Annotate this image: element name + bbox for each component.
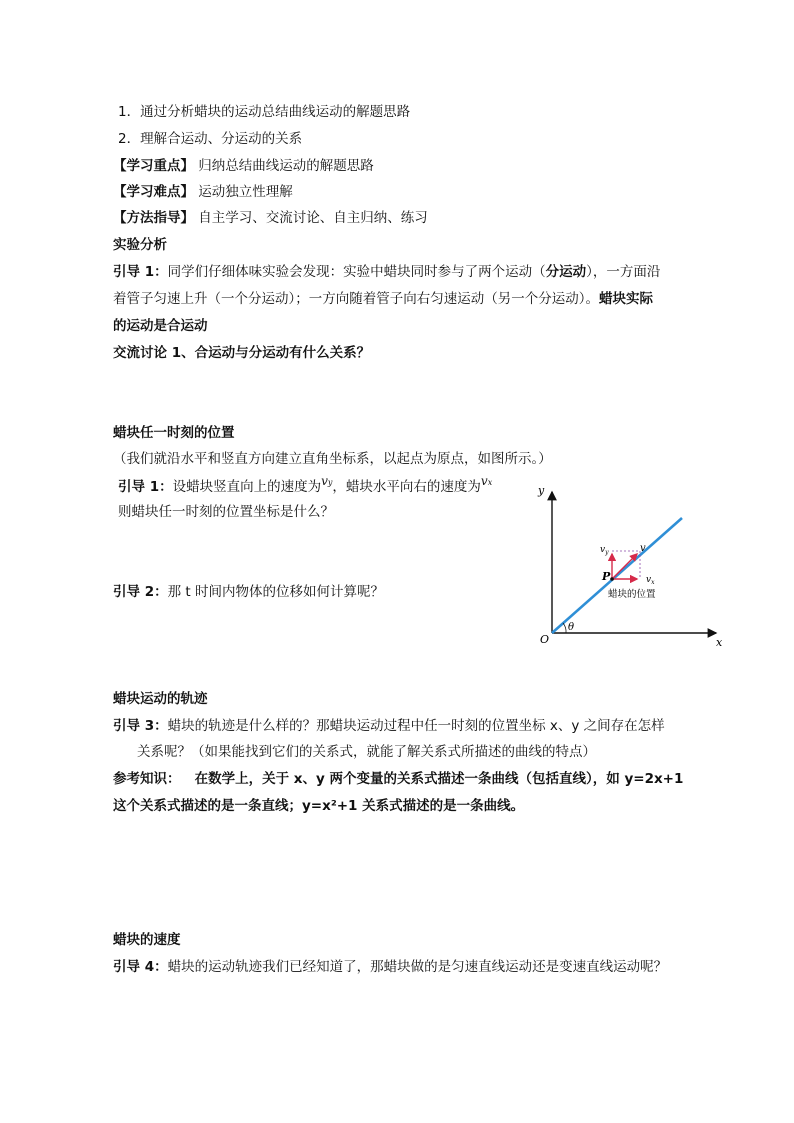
track-guide3-text: 蜡块的轨迹是什么样的？那蜡块运动过程中任一时刻的位置坐标 x、y 之间存在怎样 — [167, 718, 665, 734]
origin-label: O — [540, 633, 550, 646]
track-ref-tag: 参考知识： — [113, 771, 181, 787]
difficulty — [113, 183, 293, 201]
section-heading-trajectory: 蜡块运动的轨迹 — [113, 691, 208, 707]
exp-discuss — [113, 344, 370, 362]
track-guide3-tag: 引导 3： — [113, 718, 168, 734]
pos-guide1-question: 则蜡块任一时刻的位置坐标是什么？ — [118, 504, 334, 520]
exp-guide1-line3: 的运动是合运动 — [113, 318, 208, 334]
exp-guide1-tag: 引导 1： — [113, 264, 168, 280]
v-arrow — [612, 554, 637, 579]
pos-guide2-text: 那 t 时间内物体的位移如何计算呢？ — [167, 584, 384, 600]
goal-2: 2．理解合运动、分运动的关系 — [118, 131, 303, 147]
track-guide3-line1 — [113, 717, 665, 735]
section-heading-speed: 蜡块的速度 — [113, 932, 181, 948]
speed-guide4 — [113, 958, 667, 976]
figure-caption: 蜡块的位置 — [608, 589, 656, 600]
y-axis-label: y — [538, 484, 545, 497]
x-axis-label: x — [716, 636, 723, 649]
trajectory-line — [552, 518, 682, 633]
track-ref-text1: 在数学上，关于 x、y 两个变量的关系式描述一条曲线（包括直线），如 y=2x+1 — [194, 771, 684, 787]
track-ref-line1 — [113, 770, 683, 788]
exp-discuss-text: 交流讨论 1、合运动与分运动有什么关系？ — [113, 345, 371, 361]
method-text: 自主学习、交流讨论、自主归纳、练习 — [198, 210, 428, 226]
vx-symbol: vx — [480, 474, 493, 488]
exp-guide1-text-a: 同学们仔细体味实验会发现：实验中蜡块同时参与了两个运动（ — [167, 264, 546, 280]
pos-note: （我们就沿水平和竖直方向建立直角坐标系，以起点为原点，如图所示。） — [113, 451, 552, 467]
track-ref-line2: 这个关系式描述的是一条直线；y=x²+1 关系式描述的是一条曲线。 — [113, 798, 525, 814]
pos-guide2 — [113, 583, 384, 601]
method — [113, 209, 428, 227]
difficulty-tag: 【学习难点】 — [113, 184, 194, 200]
exp-guide1-bold: 分运动 — [545, 264, 587, 280]
key-point-text: 归纳总结曲线运动的解题思路 — [198, 158, 374, 174]
pos-guide1 — [118, 474, 493, 498]
v-label: v — [640, 543, 646, 554]
section-heading-position: 蜡块任一时刻的位置 — [113, 425, 235, 441]
exp-guide1-line1 — [113, 263, 660, 281]
point-p — [610, 577, 614, 581]
track-guide3-line2: 关系呢？（如果能找到它们的关系式，就能了解关系式所描述的曲线的特点） — [137, 744, 596, 760]
exp-guide1-line2 — [113, 290, 653, 308]
speed-guide4-text: 蜡块的运动轨迹我们已经知道了，那蜡块做的是匀速直线运动还是变速直线运动呢？ — [167, 959, 668, 975]
goal-1: 1．通过分析蜡块的运动总结曲线运动的解题思路 — [118, 104, 411, 120]
key-point-tag: 【学习重点】 — [113, 158, 194, 174]
vy-symbol: vy — [321, 474, 333, 488]
exp-guide1-bold2: 蜡块实际 — [599, 291, 653, 307]
exp-guide1-text-c: 着管子匀速上升（一个分运动）；一方向随着管子向右匀速运动（另一个分运动）。 — [113, 291, 599, 307]
method-tag: 【方法指导】 — [113, 210, 194, 226]
pos-guide2-tag: 引导 2： — [113, 584, 168, 600]
pos-guide1-tag: 引导 1： — [118, 479, 173, 495]
exp-guide1-text-b: ），一方面沿 — [586, 264, 661, 280]
section-heading-experiment: 实验分析 — [113, 237, 167, 253]
angle-label: θ — [568, 622, 575, 633]
speed-guide4-tag: 引导 4： — [113, 959, 168, 975]
pos-guide1-text-b: ，蜡块水平向右的速度为 — [332, 479, 481, 495]
vy-label: $v_y$ — [600, 545, 609, 556]
key-point — [113, 157, 374, 175]
point-p-label: P — [602, 570, 611, 583]
pos-guide1-text-a: 设蜡块竖直向上的速度为 — [172, 479, 322, 495]
coordinate-figure — [536, 480, 736, 655]
vx-label: $v_x$ — [646, 575, 655, 586]
difficulty-text: 运动独立性理解 — [198, 184, 293, 200]
